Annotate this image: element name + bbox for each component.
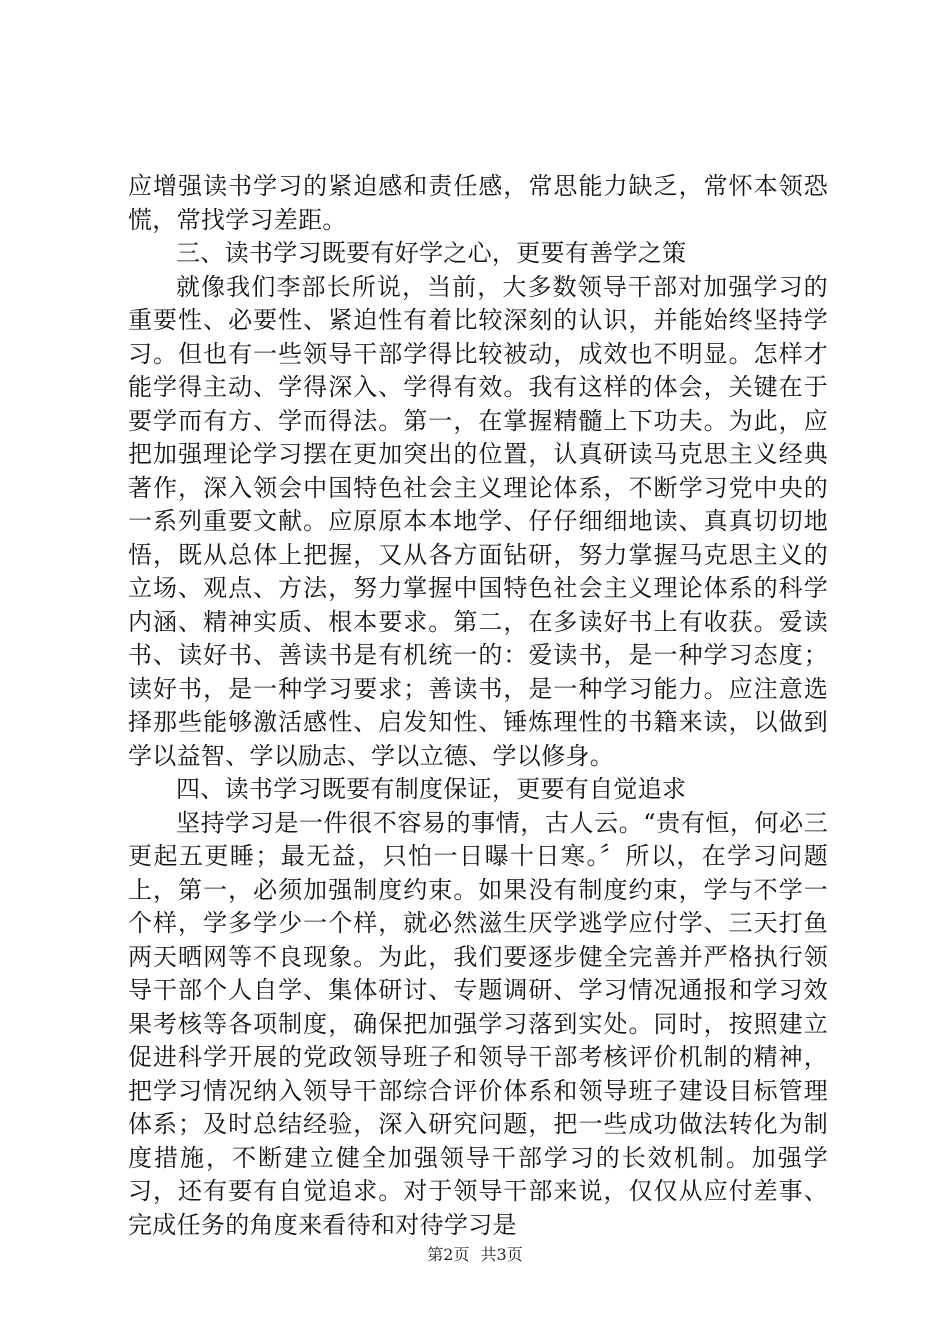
- paragraph-continuation: 应增强读书学习的紧迫感和责任感，常思能力缺乏，常怀本领恐慌，常找学习差距。: [128, 172, 828, 234]
- section-heading-4: 四、读书学习既要有制度保证，更要有自觉追求: [176, 775, 687, 803]
- document-body: [128, 170, 828, 1242]
- page-number: 第2页: [427, 1245, 470, 1264]
- paragraph-section-3: 就像我们李部长所说，当前，大多数领导干部对加强学习的重要性、必要性、紧迫性有着比较深刻的认识，并能始终坚持学习。但也有一些领导干部学得比较被动，成效也不明显。怎样才能学得主动、学得深入、学得有效。我有这样的体会，关键在于要学而有方、学而得法。第一，在掌握精髓上下功夫。为此，应把加强理论学习摆在更加突出的位置，认真研读马克思主义经典著作，深入领会中国特色社会主义理论体系，不断学习党中央的一系列重要文献。应原原本本地学、仔仔细细地读、真真切切地悟，既从总体上把握，又从各方面钻研，努力掌握马克思主义的立场、观点、方法，努力掌握中国特色社会主义理论体系的科学内涵、精神实质、根本要求。第二，在多读好书上有收获。爱读书、读好书、善读书是有机统一的：爱读书，是一种学习态度；读好书，是一种学习要求；善读书，是一种学习能力。应注意选择那些能够激活感性、启发知性、锤炼理性的书籍来读，以做到学以益智、学以励志、学以立德、学以修身。: [128, 272, 828, 770]
- section-heading-3: 三、读书学习既要有好学之心，更要有善学之策: [176, 239, 687, 267]
- page-footer: [0, 1244, 950, 1266]
- page-total: 共3页: [480, 1245, 523, 1264]
- paragraph-section-4: 坚持学习是一件很不容易的事情，古人云。“贵有恒，何必三更起五更睡；最无益，只怕一日曝十日寒。〞所以，在学习问题上，第一，必须加强制度约束。如果没有制度约束，学与不学一个样，学多学少一个样，就必然滋生厌学逃学应付学、三天打鱼两天晒网等不良现象。为此，我们要逐步健全完善并严格执行领导干部个人自学、集体研讨、专题调研、学习情况通报和学习效果考核等各项制度，确保把加强学习落到实处。同时，按照建立促进科学开展的党政领导班子和领导干部考核评价机制的精神，把学习情况纳入领导干部综合评价体系和领导班子建设目标管理体系；及时总结经验，深入研究问题，把一些成功做法转化为制度措施，不断建立健全加强领导干部学习的长效机制。加强学习，还有要有自觉追求。对于领导干部来说，仅仅从应付差事、完成任务的角度来看待和对待学习是: [128, 808, 828, 1239]
